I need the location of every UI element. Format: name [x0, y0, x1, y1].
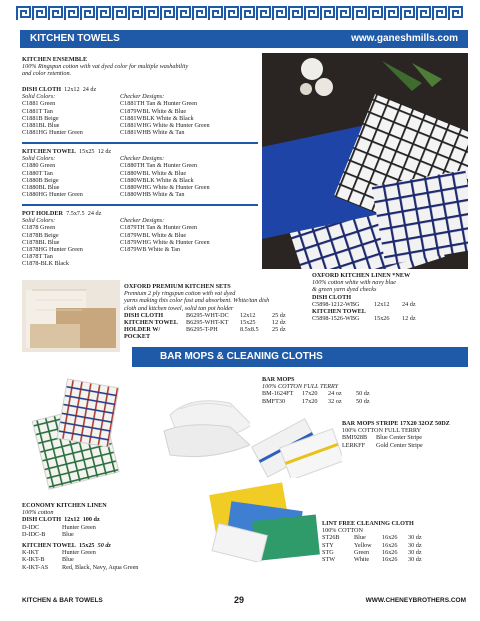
checker-head: Checker Designs:	[120, 217, 165, 225]
oxford-dish-row	[312, 301, 472, 308]
oxford-premium-block	[124, 283, 308, 341]
checker-design-item: C1880WBLK White & Black	[120, 176, 194, 184]
pack: 12 dz	[402, 315, 416, 323]
table-cell: DISH CLOTH	[124, 311, 164, 319]
dish-cloth-checker-list	[120, 93, 210, 136]
oxford-dish-title: DISH CLOTH	[312, 293, 352, 301]
table-cell: 17x20	[302, 390, 318, 398]
table-cell: K-IKT-AS	[22, 563, 49, 571]
table-cell: 16x26	[382, 541, 398, 549]
table-cell: BMI928B	[342, 434, 368, 442]
table-cell: Blue	[62, 556, 74, 564]
table-cell: STG	[322, 548, 334, 556]
checker-design-item: C1879TH Tan & Hunter Green	[120, 224, 198, 232]
table-cell: 32 oz	[328, 397, 342, 405]
size: 12x12	[374, 300, 390, 308]
divider	[22, 142, 258, 144]
table-row	[22, 549, 212, 556]
table-row	[124, 312, 308, 319]
economy-towel-table	[22, 549, 212, 571]
table-cell: Green	[354, 548, 370, 556]
table-cell: K-IKT-B	[22, 556, 45, 564]
table-cell: 12 dz	[272, 319, 286, 327]
sku: C5898-1526-WBG	[312, 315, 360, 323]
solid-head: Solid Colors:	[22, 217, 56, 225]
checker-design-item: C1881WHG White & Hunter Green	[120, 122, 210, 130]
lint-free-title: LINT FREE CLEANING CLOTH	[322, 520, 414, 527]
pot-holder-size: 7.5x7.5	[66, 210, 85, 217]
table-cell: B6295-WHT-DC	[186, 311, 229, 319]
table-row	[262, 390, 402, 397]
table-cell: D-IDC	[22, 523, 40, 531]
table-cell: D-IDC-B	[22, 530, 46, 538]
oxford-premium-photo	[22, 280, 120, 352]
table-cell: ST26B	[322, 534, 340, 542]
solid-color-item: C1880 Green	[22, 162, 56, 170]
bar-mops-block	[262, 376, 402, 405]
greek-key-icon	[288, 6, 304, 21]
table-cell: Hunter Green	[62, 549, 96, 557]
bar-mops-banner	[132, 347, 468, 367]
greek-key-border	[16, 6, 464, 21]
kitchen-ensemble-block	[22, 56, 262, 78]
table-cell: 25 dz	[272, 311, 286, 319]
oxford-premium-desc-2: yarns making this color fast and absorbent. White/tan dish	[124, 297, 270, 305]
kitchen-ensemble-desc-2: and color retention.	[22, 70, 72, 78]
footer-website[interactable]: WWW.CHENEYBROTHERS.COM	[365, 597, 466, 604]
table-cell: 30 dz	[408, 548, 422, 556]
solid-color-item: C1881T Tan	[22, 107, 53, 115]
page-number: 29	[234, 595, 245, 605]
table-row	[262, 398, 402, 405]
table-cell: 25 dz	[272, 326, 286, 334]
bar-mops-stripe-title: BAR MOPS STRIPE	[342, 420, 399, 427]
table-cell: 12x12	[240, 311, 256, 319]
greek-key-icon	[64, 6, 80, 21]
economy-linen-block	[22, 502, 212, 571]
table-cell: 30 dz	[408, 534, 422, 542]
pot-holder-title: POT HOLDER	[22, 210, 63, 217]
kitchen-towel-block	[22, 148, 262, 198]
greek-key-icon	[240, 6, 256, 21]
greek-key-icon	[272, 6, 288, 21]
table-cell: 24 oz	[328, 390, 342, 398]
greek-key-icon	[112, 6, 128, 21]
table-row	[342, 434, 470, 441]
oxford-premium-title: OXFORD PREMIUM KITCHEN SETS	[124, 283, 231, 290]
solid-color-item: C1878T Tan	[22, 253, 53, 261]
checker-design-item: C1880WBL White & Blue	[120, 169, 187, 177]
bar-mops-stripe-spec: 17X20 32OZ 50DZ	[399, 420, 450, 427]
table-cell: B6295-WHT-KT	[186, 319, 229, 327]
checker-design-item: C1880WHB White & Tan	[120, 191, 185, 199]
oxford-towel-title: KITCHEN TOWEL	[312, 308, 366, 316]
greek-key-icon	[48, 6, 64, 21]
pot-holder-checker-list	[120, 217, 210, 267]
greek-key-icon	[320, 6, 336, 21]
checker-design-item: C1879WB White & Tan	[120, 246, 181, 254]
greek-key-icon	[416, 6, 432, 21]
table-cell: 30 dz	[408, 541, 422, 549]
oxford-premium-table	[124, 312, 308, 341]
greek-key-icon	[160, 6, 176, 21]
greek-key-icon	[96, 6, 112, 21]
table-row	[342, 442, 470, 449]
table-row	[22, 556, 212, 563]
table-cell: BMFT30	[262, 397, 286, 405]
table-cell: Yellow	[354, 541, 372, 549]
bar-mops-photo	[160, 385, 260, 465]
table-cell: 50 dz	[356, 390, 370, 398]
table-row	[124, 326, 308, 340]
table-cell: 50 dz	[356, 397, 370, 405]
solid-color-item: C1880BL Blue	[22, 184, 60, 192]
checker-design-item: C1881TH Tan & Hunter Green	[120, 100, 198, 108]
table-cell: 16x26	[382, 548, 398, 556]
bar-mops-banner-title: BAR MOPS & CLEANING CLOTHS	[160, 351, 323, 362]
checker-design-item: C1880WHG White & Hunter Green	[120, 184, 210, 192]
solid-color-item: C1881HG Hunter Green	[22, 129, 83, 137]
solid-color-item: C1881B Beige	[22, 114, 59, 122]
solid-color-item: C1878B Beige	[22, 231, 59, 239]
economy-towel-title: KITCHEN TOWEL	[22, 542, 76, 550]
table-cell: B6295-T-PH	[186, 326, 218, 334]
table-cell: BM-1624FT	[262, 390, 294, 398]
dish-cloth-pack: 24 dz	[82, 86, 97, 93]
lint-free-table	[322, 534, 470, 563]
website-link[interactable]: www.ganeshmills.com	[351, 33, 458, 44]
kitchen-towel-title: KITCHEN TOWEL	[22, 148, 76, 155]
solid-color-item: C1880T Tan	[22, 169, 53, 177]
table-row	[124, 319, 308, 326]
bar-mops-desc: 100% COTTON FULL TERRY	[262, 383, 339, 391]
lint-free-cloth-photo	[204, 478, 322, 562]
oxford-linen-desc-2: & green yarn dyed checks	[312, 286, 377, 294]
section-title: KITCHEN TOWELS	[30, 33, 120, 44]
table-cell: White	[354, 556, 370, 564]
bar-mops-stripe-block	[342, 420, 470, 449]
dish-cloth-block	[22, 86, 262, 136]
table-cell: STW	[322, 556, 336, 564]
pot-holder-solid-list	[22, 217, 120, 267]
table-cell: LERKFF	[342, 441, 366, 449]
greek-key-icon	[352, 6, 368, 21]
table-cell: Hunter Green	[62, 523, 96, 531]
oxford-premium-desc-3: cloth and kitchen towel, solid tan pot holder	[124, 304, 234, 312]
economy-towel-pack: 50 dz	[97, 542, 111, 550]
oxford-towel-row	[312, 315, 472, 322]
greek-key-icon	[32, 6, 48, 21]
checker-design-item: C1881WBLK White & Black	[120, 114, 194, 122]
table-cell: 16x26	[382, 534, 398, 542]
table-cell: K-IKT	[22, 549, 39, 557]
table-row	[22, 564, 212, 571]
pot-holder-pack: 24 dz	[87, 210, 102, 217]
checker-design-item: C1880TH Tan & Hunter Green	[120, 162, 198, 170]
dish-cloth-size: 12x12	[64, 86, 80, 93]
size: 15x26	[374, 315, 390, 323]
checker-head: Checker Designs:	[120, 93, 165, 101]
kitchen-towel-checker-list	[120, 155, 210, 198]
table-cell: Red, Black, Navy, Aqua Green	[62, 563, 139, 571]
solid-head: Solid Colors:	[22, 155, 56, 163]
striped-bar-mops-photo	[250, 410, 342, 480]
kitchen-towel-size: 15x25	[79, 148, 95, 155]
greek-key-icon	[80, 6, 96, 21]
economy-dish-title: DISH CLOTH	[22, 516, 62, 524]
pot-holder-block	[22, 210, 262, 268]
economy-towel-size: 15x25	[79, 542, 95, 550]
greek-key-icon	[144, 6, 160, 21]
greek-key-icon	[208, 6, 224, 21]
solid-color-item: C1880B Beige	[22, 176, 59, 184]
kitchen-ensemble-desc: 100% Ringspun cotton with vat dyed color for multiple washability	[22, 63, 189, 71]
lint-free-block	[322, 520, 470, 563]
kitchen-towel-solid-list	[22, 155, 120, 198]
greek-key-icon	[256, 6, 272, 21]
solid-color-item: C1881BL Blue	[22, 122, 60, 130]
table-row	[322, 534, 470, 541]
bar-mops-stripe-table	[342, 434, 470, 448]
economy-linen-photo	[22, 362, 122, 490]
pack: 24 dz	[402, 300, 416, 308]
table-cell: 16x26	[382, 556, 398, 564]
table-cell: 17x20	[302, 397, 318, 405]
solid-color-item: C1881 Green	[22, 100, 56, 108]
table-cell: KITCHEN TOWEL	[124, 319, 178, 327]
greek-key-icon	[304, 6, 320, 21]
greek-key-icon	[368, 6, 384, 21]
table-row	[22, 531, 212, 538]
table-row	[22, 524, 212, 531]
table-row	[322, 556, 470, 563]
greek-key-icon	[336, 6, 352, 21]
greek-key-icon	[16, 6, 32, 21]
greek-key-icon	[384, 6, 400, 21]
table-cell: Blue Center Stripe	[376, 434, 423, 442]
table-row	[322, 542, 470, 549]
table-row	[322, 549, 470, 556]
checker-head: Checker Designs:	[120, 155, 165, 163]
kitchen-ensemble-title: KITCHEN ENSEMBLE	[22, 56, 88, 63]
oxford-premium-desc: Premium 2 ply ringspun cotton with vat dyed	[124, 290, 236, 298]
economy-dish-size: 12x12	[64, 516, 80, 524]
solid-color-item: C1880HG Hunter Green	[22, 191, 83, 199]
checker-design-item: C1879WBL White & Blue	[120, 107, 187, 115]
economy-linen-title: ECONOMY KITCHEN LINEN	[22, 502, 107, 509]
solid-color-item: C1878HG Hunter Green	[22, 246, 83, 254]
solid-color-item: C1878-BLK Black	[22, 260, 69, 268]
solid-color-item: C1878BL Blue	[22, 238, 60, 246]
divider	[22, 204, 258, 206]
kitchen-towels-photo	[262, 53, 468, 269]
table-cell: Gold Center Stripe	[376, 441, 423, 449]
checker-design-item: C1881WHB White & Tan	[120, 129, 185, 137]
greek-key-icon	[224, 6, 240, 21]
table-cell: Blue	[62, 530, 74, 538]
oxford-linen-block	[312, 272, 472, 322]
solid-head: Solid Colors:	[22, 93, 56, 101]
lint-free-desc: 100% COTTON	[322, 527, 363, 535]
footer-left: KITCHEN & BAR TOWELS	[22, 597, 103, 604]
checker-design-item: C1879WBL White & Blue	[120, 231, 187, 239]
kitchen-towel-pack: 12 dz	[97, 148, 112, 155]
table-cell: STY	[322, 541, 334, 549]
oxford-linen-title: OXFORD KITCHEN LINEN *NEW	[312, 272, 411, 279]
greek-key-icon	[400, 6, 416, 21]
dish-cloth-title: DISH CLOTH	[22, 86, 62, 93]
economy-linen-desc: 100% cotton	[22, 509, 54, 517]
table-cell: 30 dz	[408, 556, 422, 564]
table-cell: HOLDER W/ POCKET	[124, 326, 161, 341]
bar-mops-stripe-desc: 100% COTTON FULL TERRY	[342, 427, 422, 435]
economy-dish-pack: 100 dz	[82, 516, 100, 524]
greek-key-icon	[448, 6, 464, 21]
bar-mops-title: BAR MOPS	[262, 376, 295, 383]
greek-key-icon	[192, 6, 208, 21]
checker-design-item: C1879WHG White & Hunter Green	[120, 238, 210, 246]
solid-color-item: C1878 Green	[22, 224, 56, 232]
table-cell: Blue	[354, 534, 366, 542]
kitchen-towels-banner	[20, 30, 468, 48]
greek-key-icon	[176, 6, 192, 21]
greek-key-icon	[432, 6, 448, 21]
sku: C5898-1212-WBG	[312, 300, 360, 308]
greek-key-icon	[128, 6, 144, 21]
economy-dish-table	[22, 524, 212, 538]
table-cell: 15x25	[240, 319, 256, 327]
table-cell: 8.5x8.5	[240, 326, 259, 334]
bar-mops-table	[262, 390, 402, 404]
oxford-linen-desc: 100% cotton white with navy blue	[312, 279, 397, 287]
dish-cloth-solid-list	[22, 93, 120, 136]
